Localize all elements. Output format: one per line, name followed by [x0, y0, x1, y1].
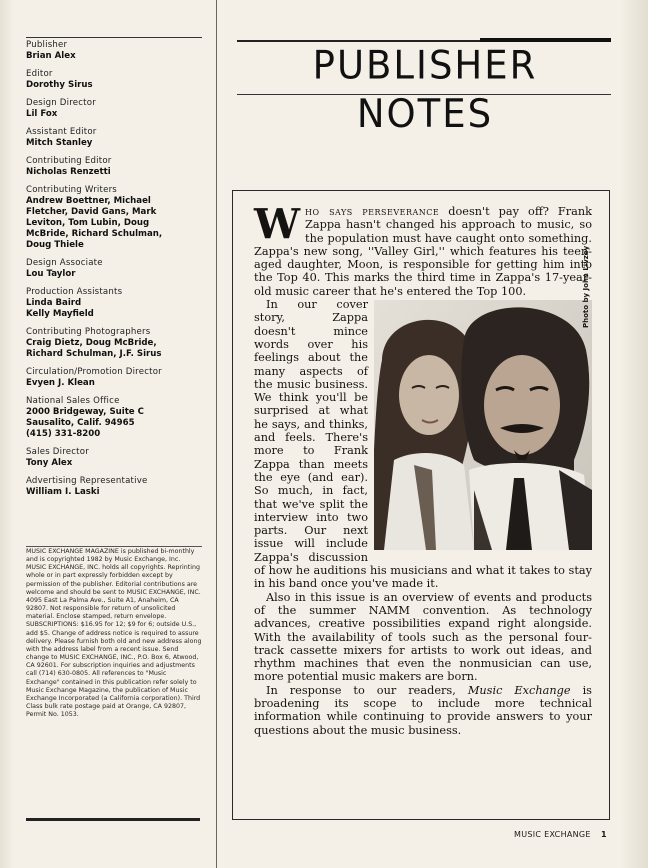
masthead-name: Linda Baird Kelly Mayfield [26, 298, 94, 319]
page-title: PUBLISHER NOTES [312, 42, 538, 137]
masthead-name: Craig Dietz, Doug McBride, Richard Schulman, J.F. Sirus [26, 338, 162, 359]
masthead-name: Tony Alex [26, 458, 73, 468]
paragraph-text: Also in this issue is an overview of events and products of the summer NAMM convention. As technology advances, creative possibilities expand right alongside. With the availability of tools such as the personal four-track cassette mixers for artists to work out ideas, and rhythm machines that even the nonmusician can use, more potential music makers are born. [254, 590, 592, 684]
masthead-role: Sales Director [26, 447, 89, 457]
column-divider [216, 0, 217, 868]
article-paragraph [254, 591, 592, 684]
masthead-role: Editor [26, 69, 53, 79]
cover-photo [374, 300, 592, 550]
masthead-name: Lil Fox [26, 109, 58, 119]
paragraph-text: In our cover story, Zappa doesn't mince words over his feelings about the many aspects of the music business. We think you'll be surprised at what he says, and thinks, and feels. There's more to Frank Zappa than meets the eye (and ear). So much, in fact, that we've split the interview into two parts. Our next issue will include Zappa's discussion of how he auditions his musicians and what it takes to stay in his band once you've made it. [254, 298, 592, 591]
masthead-entry [26, 98, 202, 120]
masthead-role: National Sales Office [26, 396, 120, 406]
article-paragraph [254, 298, 592, 591]
fineprint-rule [26, 546, 202, 547]
masthead-entry [26, 185, 202, 251]
masthead-name: William I. Laski [26, 487, 100, 497]
article-body [254, 200, 592, 737]
masthead-name: Andrew Boettner, Michael Fletcher, David Gans, Mark Leviton, Tom Lubin, Doug McBride, Richard Schulman, Doug Thiele [26, 196, 163, 250]
masthead-role: Production Assistants [26, 287, 123, 297]
masthead-name: Nicholas Renzetti [26, 167, 111, 177]
masthead-entry [26, 327, 202, 360]
photo-credit: Photo by John Livzey [582, 245, 590, 328]
header-rule-bottom [237, 94, 611, 95]
paragraph-text: In response to our readers, [266, 683, 468, 697]
masthead-entry [26, 69, 202, 91]
paragraph-text: doesn't pay off? Frank Zappa hasn't changed his approach to music, so the population must have caught onto something. Zappa's new song, ''Valley Girl,'' which features his teen-aged daughter, Moon, is responsible for getting him into the Top 40. This marks the third time in Zappa's 17-year-old music career that he's entered the Top 100. [254, 205, 592, 298]
masthead-role: Design Associate [26, 258, 103, 268]
masthead-role: Design Director [26, 98, 96, 108]
page-number: 1 [601, 830, 607, 839]
masthead-entry [26, 396, 202, 440]
masthead-name: 2000 Bridgeway, Suite C Sausalito, Calif. 94965 (415) 331-8200 [26, 407, 144, 439]
masthead-entry [26, 367, 202, 389]
masthead-entry [26, 40, 202, 62]
masthead-role: Circulation/Promotion Director [26, 367, 162, 377]
paragraph-text: is broadening its scope to include more technical information while continuing to provide answers to your questions about the music business. [254, 683, 592, 737]
article-paragraph [254, 200, 592, 298]
masthead-name: Brian Alex [26, 51, 76, 61]
masthead-role: Contributing Writers [26, 185, 117, 195]
photo-illustration [374, 300, 592, 550]
masthead-entry [26, 258, 202, 280]
drop-cap: W [254, 200, 301, 248]
masthead-entry [26, 156, 202, 178]
masthead-name: Mitch Stanley [26, 138, 93, 148]
masthead-entry [26, 476, 202, 498]
article-paragraph [254, 684, 592, 737]
bottom-left-rule [26, 818, 200, 821]
masthead-role: Contributing Editor [26, 156, 112, 166]
masthead-name: Dorothy Sirus [26, 80, 93, 90]
masthead-role: Advertising Representative [26, 476, 148, 486]
masthead-role: Publisher [26, 40, 68, 50]
masthead-entry [26, 447, 202, 469]
masthead-entry [26, 127, 202, 149]
masthead-top-rule [26, 37, 202, 38]
magazine-name: Music Exchange [467, 683, 571, 697]
publication-fineprint: MUSIC EXCHANGE MAGAZINE is published bi-monthly and is copyrighted 1982 by Music Exchange, Inc. MUSIC EXCHANGE, INC. holds all copyrights. Reprinting whole or in part expressly forbidden except by permission of the publisher. Editorial contributions are welcome and should be sent to MUSIC EXCHANGE, INC. 4095 East La Palma Ave., Suite A1, Anaheim, CA 92807. Not responsible for return of unsolicited material. Enclose stamped, return envelope. SUBSCRIPTIONS: $16.95 for 12; $9 for 6; outside U.S., add $5. Change of address notice is required to assure delivery. Please furnish both old and new address along with the address label from a recent issue. Send change to MUSIC EXCHANGE, INC., P.O. Box 6, Atwood, CA 92601. For subscription inquiries and adjustments call (714) 630-0805. All references to "Music Exchange" contained in this publication refer solely to Music Exchange Magazine, the publication of Music Exchange Incorporated (a California corporation). Third Class bulk rate postage paid at Orange, CA 92807, Permit No. 1053. [26, 548, 202, 719]
masthead-name: Evyen J. Klean [26, 378, 95, 388]
footer-publication: MUSIC EXCHANGE [514, 830, 591, 839]
masthead-entry [26, 287, 202, 320]
masthead-name: Lou Taylor [26, 269, 76, 279]
masthead-role: Assistant Editor [26, 127, 97, 137]
masthead [26, 40, 202, 505]
masthead-role: Contributing Photographers [26, 327, 151, 337]
lead-in: ho says perseverance [305, 205, 440, 218]
